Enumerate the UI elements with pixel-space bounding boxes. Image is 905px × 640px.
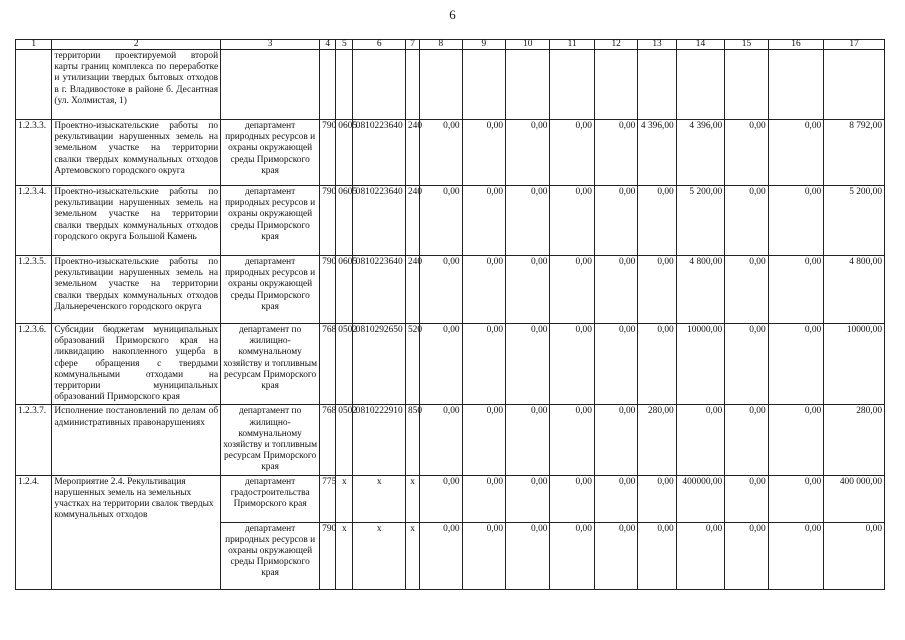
grbs-code: 768 xyxy=(320,324,336,405)
amount-cell: 4 800,00 xyxy=(676,256,725,324)
amount-cell: 0,00 xyxy=(462,256,505,324)
continuation-row xyxy=(16,50,885,120)
amount-cell: 0,00 xyxy=(550,522,594,589)
empty-cell xyxy=(353,50,406,120)
amount-cell: 0,00 xyxy=(550,405,594,475)
column-header: 10 xyxy=(506,40,550,50)
section-code: x xyxy=(336,475,353,522)
table-row xyxy=(16,186,885,256)
amount-cell: 0,00 xyxy=(420,120,462,186)
column-header: 5 xyxy=(336,40,353,50)
table-body xyxy=(16,40,885,590)
expense-type-code: 240 xyxy=(405,186,419,256)
amount-cell: 0,00 xyxy=(506,120,550,186)
amount-cell: 0,00 xyxy=(420,405,462,475)
column-header: 13 xyxy=(638,40,676,50)
amount-cell: 0,00 xyxy=(506,256,550,324)
table-row xyxy=(16,256,885,324)
amount-cell: 4 396,00 xyxy=(638,120,676,186)
amount-cell: 5 200,00 xyxy=(676,186,725,256)
expense-type-code: x xyxy=(405,522,419,589)
amount-cell: 0,00 xyxy=(420,256,462,324)
amount-cell: 0,00 xyxy=(594,475,637,522)
amount-cell: 0,00 xyxy=(462,324,505,405)
column-header: 6 xyxy=(353,40,406,50)
amount-cell: 0,00 xyxy=(725,186,768,256)
amount-cell: 0,00 xyxy=(768,324,824,405)
header-row xyxy=(16,40,885,50)
amount-cell: 4 396,00 xyxy=(676,120,725,186)
amount-cell: 0,00 xyxy=(676,405,725,475)
column-header: 2 xyxy=(52,40,221,50)
empty-cell xyxy=(550,50,594,120)
row-description: Проектно-изыскательские работы по рекультивации нарушенных земель на земельном участке на территории свалки твердых коммунальных отходов Артемовского городского округа xyxy=(52,120,221,186)
column-header: 14 xyxy=(676,40,725,50)
amount-cell: 0,00 xyxy=(594,522,637,589)
row-description: Проектно-изыскательские работы по рекультивации нарушенных земель на земельном участке на территории свалки твердых коммунальных отходов городского округа Большой Камень xyxy=(52,186,221,256)
column-header: 7 xyxy=(405,40,419,50)
target-article-code: 0810223640 xyxy=(353,186,406,256)
empty-cell xyxy=(320,50,336,120)
row-index xyxy=(16,50,52,120)
amount-cell: 0,00 xyxy=(420,522,462,589)
empty-cell xyxy=(506,50,550,120)
amount-cell: 0,00 xyxy=(725,522,768,589)
amount-cell: 0,00 xyxy=(462,522,505,589)
expense-type-code: 850 xyxy=(405,405,419,475)
table-row xyxy=(16,475,885,522)
amount-cell: 0,00 xyxy=(638,475,676,522)
table-row xyxy=(16,324,885,405)
amount-cell: 0,00 xyxy=(506,475,550,522)
empty-cell xyxy=(725,50,768,120)
amount-cell: 10000,00 xyxy=(824,324,885,405)
table-row xyxy=(16,120,885,186)
amount-cell: 0,00 xyxy=(506,405,550,475)
amount-cell: 0,00 xyxy=(725,256,768,324)
expense-type-code: 240 xyxy=(405,120,419,186)
amount-cell: 0,00 xyxy=(550,186,594,256)
amount-cell: 0,00 xyxy=(824,522,885,589)
amount-cell: 0,00 xyxy=(638,522,676,589)
column-header: 1 xyxy=(16,40,52,50)
empty-cell xyxy=(824,50,885,120)
column-header: 4 xyxy=(320,40,336,50)
amount-cell: 0,00 xyxy=(594,186,637,256)
amount-cell: 0,00 xyxy=(768,405,824,475)
empty-cell xyxy=(336,50,353,120)
section-code: 0605 xyxy=(336,186,353,256)
amount-cell: 0,00 xyxy=(462,186,505,256)
responsible-department: департамент по жилищно-коммунальному хозяйству и топливным ресурсам Приморского края xyxy=(221,324,320,405)
grbs-code: 775 xyxy=(320,475,336,522)
row-description: Субсидии бюджетам муниципальных образований Приморского края на ликвидацию накопленного ущерба в сфере обращения с твердыми коммунальными отходами на территории муниципальных образований Приморского края xyxy=(52,324,221,405)
empty-cell xyxy=(676,50,725,120)
column-header: 17 xyxy=(824,40,885,50)
section-code: 0502 xyxy=(336,405,353,475)
responsible-department: департамент по жилищно-коммунальному хозяйству и топливным ресурсам Приморского края xyxy=(221,405,320,475)
section-code: 0605 xyxy=(336,256,353,324)
amount-cell: 0,00 xyxy=(725,405,768,475)
target-article-code: x xyxy=(353,522,406,589)
row-index: 1.2.3.4. xyxy=(16,186,52,256)
amount-cell: 0,00 xyxy=(462,475,505,522)
grbs-code: 768 xyxy=(320,405,336,475)
target-article-code: 0810292650 xyxy=(353,324,406,405)
empty-cell xyxy=(638,50,676,120)
amount-cell: 0,00 xyxy=(594,120,637,186)
column-header: 16 xyxy=(768,40,824,50)
amount-cell: 0,00 xyxy=(550,324,594,405)
amount-cell: 0,00 xyxy=(725,120,768,186)
amount-cell: 280,00 xyxy=(824,405,885,475)
row-description: Исполнение постановлений по делам об административных правонарушениях xyxy=(52,405,221,475)
empty-cell xyxy=(768,50,824,120)
empty-cell xyxy=(221,50,320,120)
responsible-department: департамент природных ресурсов и охраны окружающей среды Приморского края xyxy=(221,256,320,324)
target-article-code: 0810223640 xyxy=(353,120,406,186)
amount-cell: 0,00 xyxy=(725,324,768,405)
column-header: 3 xyxy=(221,40,320,50)
grbs-code: 790 xyxy=(320,186,336,256)
empty-cell xyxy=(594,50,637,120)
target-article-code: x xyxy=(353,475,406,522)
amount-cell: 0,00 xyxy=(550,120,594,186)
amount-cell: 0,00 xyxy=(462,120,505,186)
amount-cell: 0,00 xyxy=(462,405,505,475)
amount-cell: 5 200,00 xyxy=(824,186,885,256)
amount-cell: 0,00 xyxy=(768,186,824,256)
column-header: 8 xyxy=(420,40,462,50)
grbs-code: 790 xyxy=(320,522,336,589)
amount-cell: 400000,00 xyxy=(676,475,725,522)
responsible-department: департамент природных ресурсов и охраны окружающей среды Приморского края xyxy=(221,186,320,256)
amount-cell: 4 800,00 xyxy=(824,256,885,324)
expense-type-code: 520 xyxy=(405,324,419,405)
amount-cell: 0,00 xyxy=(550,475,594,522)
expense-type-code: x xyxy=(405,475,419,522)
amount-cell: 0,00 xyxy=(768,256,824,324)
row-index: 1.2.4. xyxy=(16,475,52,589)
amount-cell: 0,00 xyxy=(638,186,676,256)
amount-cell: 0,00 xyxy=(676,522,725,589)
amount-cell: 0,00 xyxy=(420,186,462,256)
row-index: 1.2.3.3. xyxy=(16,120,52,186)
target-article-code: 0810223640 xyxy=(353,256,406,324)
column-header: 12 xyxy=(594,40,637,50)
amount-cell: 0,00 xyxy=(638,324,676,405)
amount-cell: 0,00 xyxy=(420,475,462,522)
column-header: 15 xyxy=(725,40,768,50)
amount-cell: 10000,00 xyxy=(676,324,725,405)
grbs-code: 790 xyxy=(320,256,336,324)
table-row xyxy=(16,405,885,475)
row-description: территории проектируемой второй карты границ комплекса по переработке и утилизации твердых бытовых отходов в г. Владивостоке в районе б. Десантная (ул. Холмистая, 1) xyxy=(52,50,221,120)
row-description: Мероприятие 2.4. Рекультивация нарушенных земель на земельных участках на территории свалок твердых коммунальных отходов xyxy=(52,475,221,589)
column-header: 9 xyxy=(462,40,505,50)
amount-cell: 0,00 xyxy=(594,405,637,475)
budget-table xyxy=(15,39,885,590)
amount-cell: 0,00 xyxy=(420,324,462,405)
empty-cell xyxy=(405,50,419,120)
amount-cell: 0,00 xyxy=(768,120,824,186)
row-index: 1.2.3.6. xyxy=(16,324,52,405)
section-code: 0502 xyxy=(336,324,353,405)
amount-cell: 0,00 xyxy=(506,324,550,405)
amount-cell: 0,00 xyxy=(768,522,824,589)
responsible-department: департамент градостроительства Приморского края xyxy=(221,475,320,522)
amount-cell: 400 000,00 xyxy=(824,475,885,522)
amount-cell: 0,00 xyxy=(594,256,637,324)
page-number: 6 xyxy=(449,7,456,22)
section-code: x xyxy=(336,522,353,589)
empty-cell xyxy=(420,50,462,120)
target-article-code: 0810222910 xyxy=(353,405,406,475)
column-header: 11 xyxy=(550,40,594,50)
amount-cell: 0,00 xyxy=(550,256,594,324)
grbs-code: 790 xyxy=(320,120,336,186)
amount-cell: 0,00 xyxy=(506,522,550,589)
amount-cell: 0,00 xyxy=(638,256,676,324)
amount-cell: 280,00 xyxy=(638,405,676,475)
row-index: 1.2.3.7. xyxy=(16,405,52,475)
responsible-department: департамент природных ресурсов и охраны окружающей среды Приморского края xyxy=(221,120,320,186)
responsible-department: департамент природных ресурсов и охраны окружающей среды Приморского края xyxy=(221,522,320,589)
amount-cell: 0,00 xyxy=(506,186,550,256)
row-index: 1.2.3.5. xyxy=(16,256,52,324)
section-code: 0605 xyxy=(336,120,353,186)
amount-cell: 0,00 xyxy=(725,475,768,522)
row-description: Проектно-изыскательские работы по рекультивации нарушенных земель на земельном участке на территории свалки твердых коммунальных отходов Дальнереченского городского округа xyxy=(52,256,221,324)
amount-cell: 0,00 xyxy=(768,475,824,522)
expense-type-code: 240 xyxy=(405,256,419,324)
amount-cell: 8 792,00 xyxy=(824,120,885,186)
empty-cell xyxy=(462,50,505,120)
amount-cell: 0,00 xyxy=(594,324,637,405)
